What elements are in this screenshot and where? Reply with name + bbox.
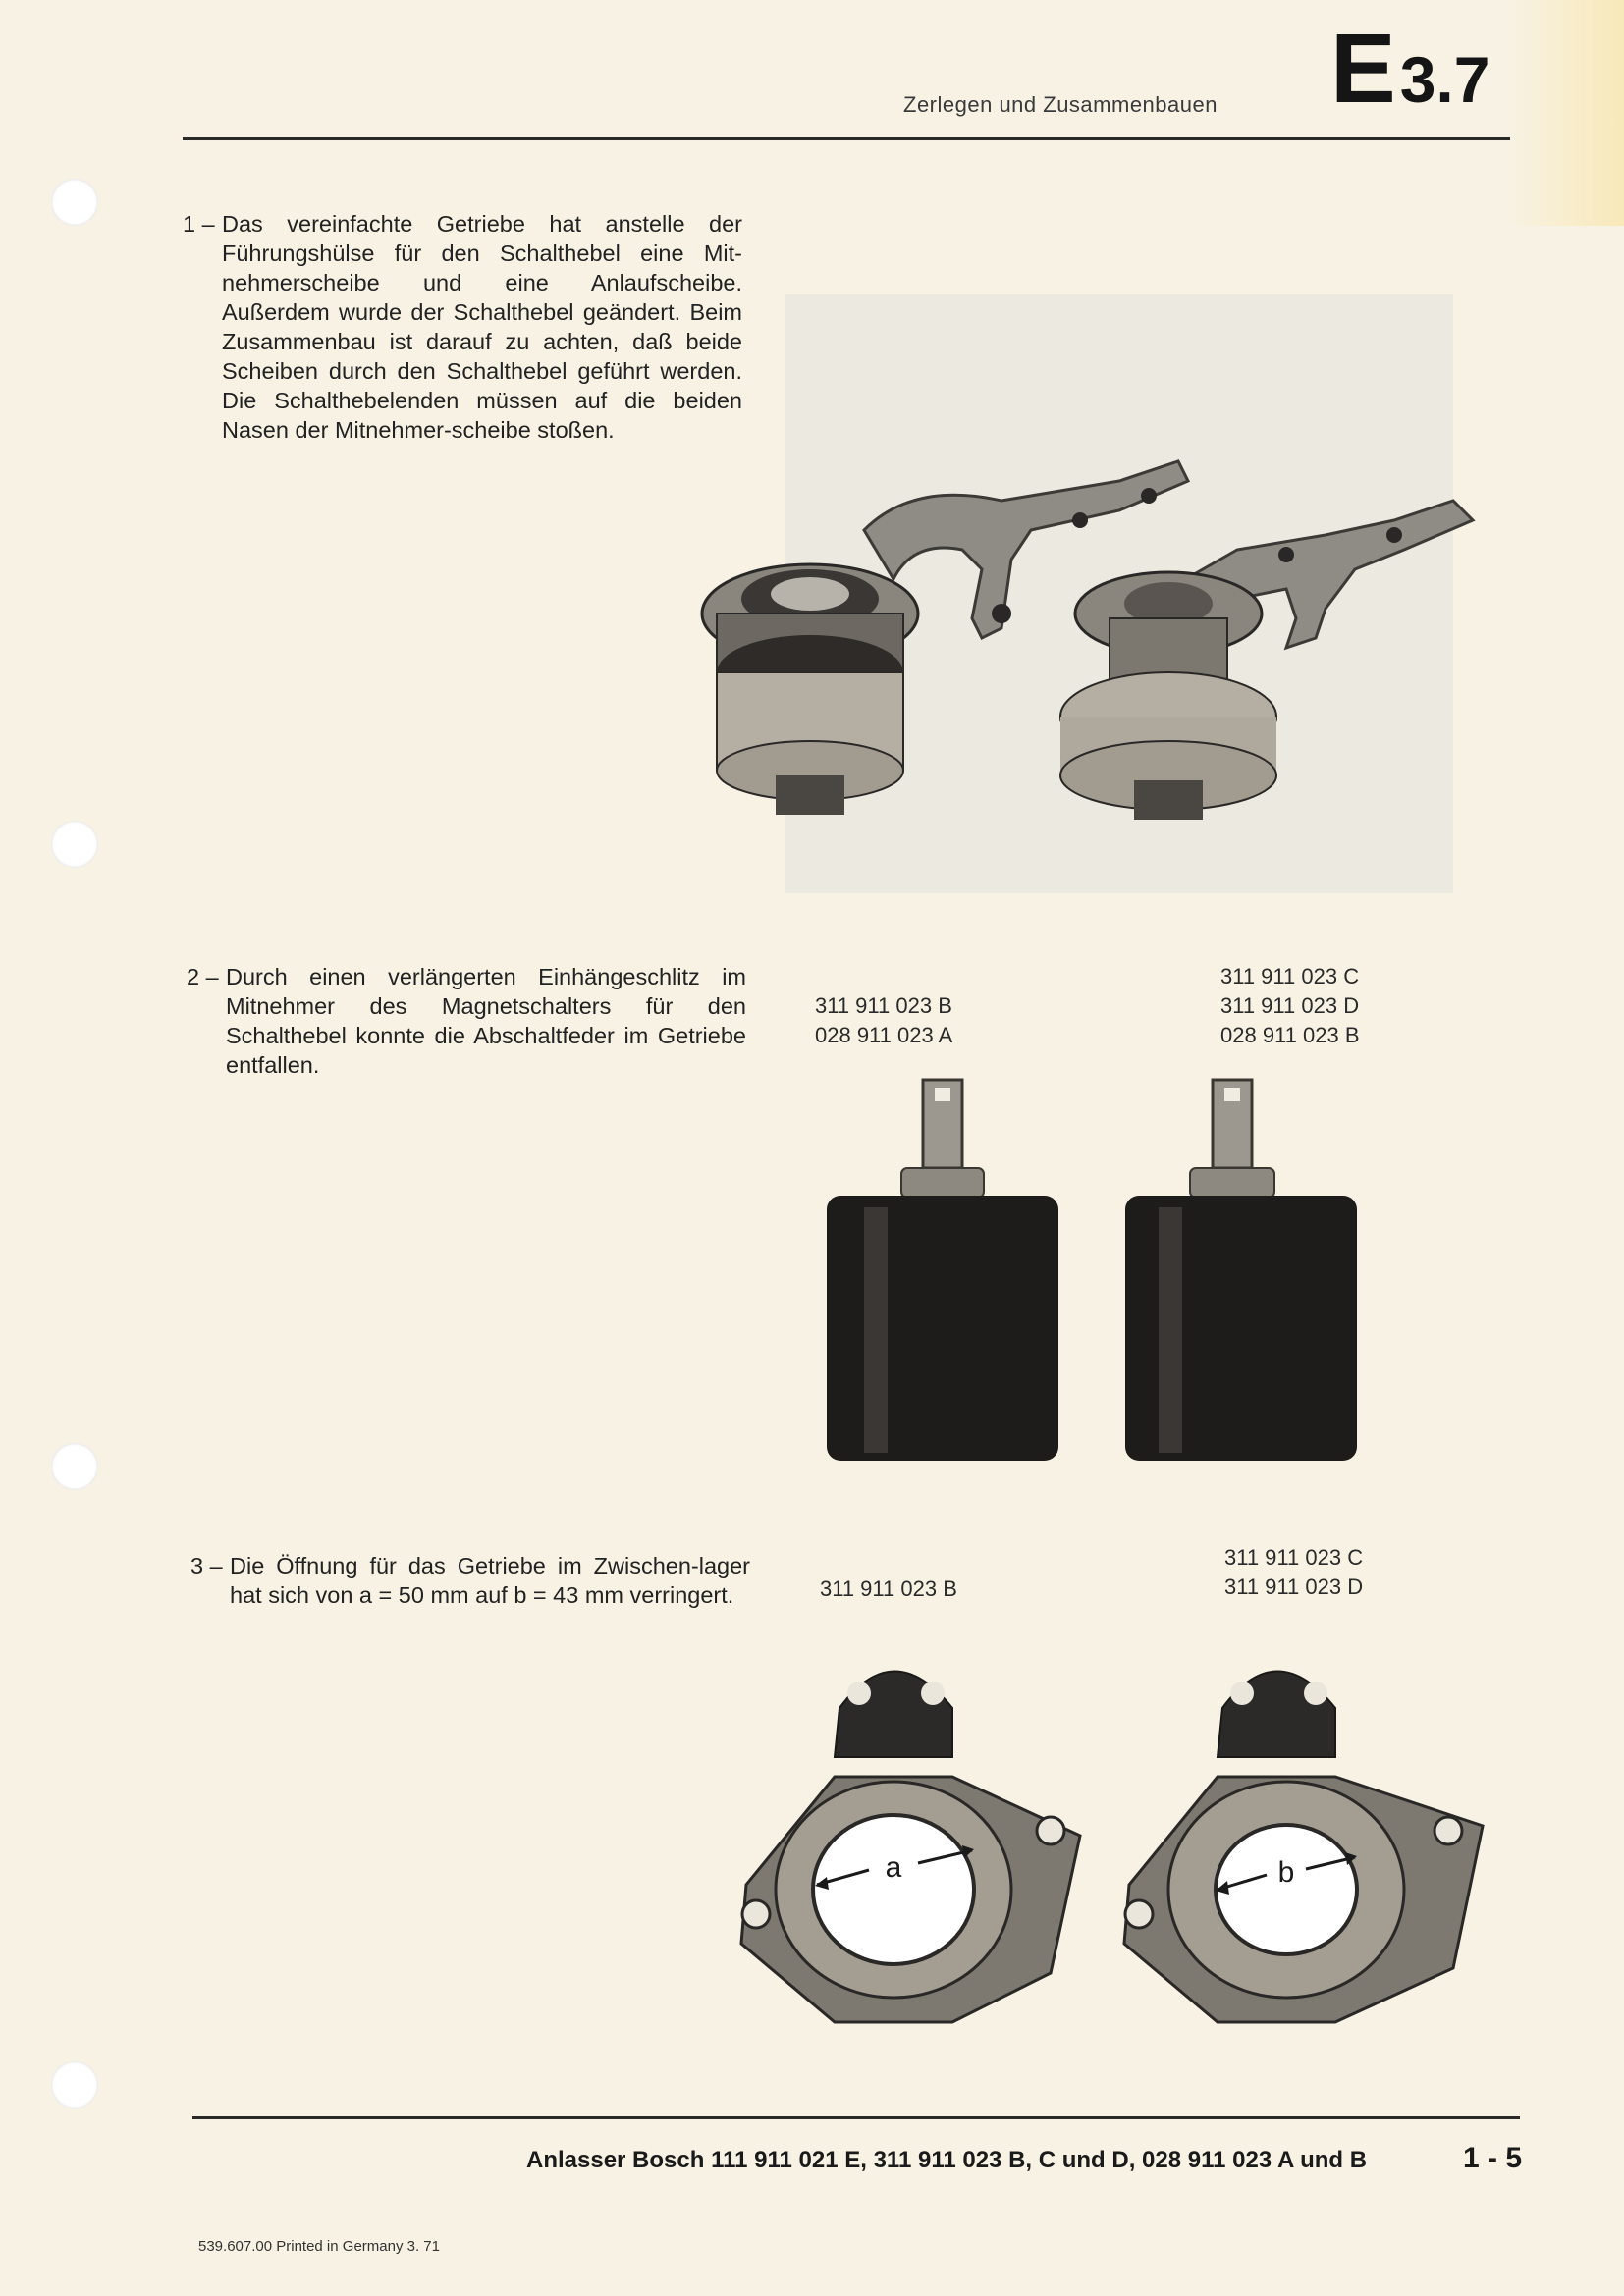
- part-code: 311 911 023 B: [820, 1576, 957, 1601]
- part-code: 311 911 023 B: [815, 993, 952, 1018]
- part-code: 028 911 023 A: [815, 1023, 953, 1047]
- part-code: 311 911 023 D: [1224, 1575, 1364, 1599]
- item-number: 3 –: [190, 1553, 223, 1578]
- section-letter: E: [1330, 14, 1396, 124]
- punch-hole: [51, 2061, 98, 2109]
- dimension-label-a: a: [885, 1851, 902, 1884]
- page-discoloration: [1506, 0, 1624, 226]
- part-codes-left: [820, 1575, 957, 1604]
- footer-rule: [192, 2116, 1520, 2119]
- punch-hole: [51, 179, 98, 226]
- drive-pinion-photo: [687, 442, 1492, 903]
- solenoid-switch-photo: [825, 1070, 1394, 1463]
- section-number: 3.7: [1399, 43, 1490, 116]
- part-code: 311 911 023 C: [1220, 964, 1360, 988]
- part-code: 311 911 023 C: [1224, 1545, 1364, 1570]
- item-text: Die Öffnung für das Getriebe im Zwischen-lager hat sich von a = 50 mm auf b = 43 mm verringert.: [230, 1553, 750, 1608]
- section-code: [1330, 14, 1490, 124]
- item-text: Durch einen verlängerten Einhängeschlitz im Mitnehmer des Magnetschalters für den Schalthebel konnte die Abschaltfeder im Getriebe entfallen.: [226, 964, 746, 1078]
- header-rule: [183, 137, 1510, 140]
- part-codes-left: [815, 991, 952, 1050]
- page-header-title: Zerlegen und Zusammenbauen: [903, 92, 1218, 117]
- intermediate-bearing-photo: [727, 1629, 1502, 2052]
- footer-title: Anlasser Bosch 111 911 021 E, 311 911 023 B, C und D, 028 911 023 A und B: [526, 2147, 1368, 2173]
- item-text: Das vereinfachte Getriebe hat anstelle der Führungshülse für den Schalthebel eine Mit-nehmerscheibe und eine Anlaufscheibe. Außerdem wurde der Schalthebel geändert. Beim Zusammenbau ist darauf zu achten, daß beide Scheiben durch den Schalthebel geführt werden. Die Schalthebelenden müssen auf die beiden Nasen der Mitnehmer-scheibe stoßen.: [222, 211, 742, 443]
- part-code: 028 911 023 B: [1220, 1023, 1360, 1047]
- part-codes-right: [1220, 962, 1360, 1050]
- item-number: 2 –: [187, 964, 219, 989]
- item-number: 1 –: [183, 211, 215, 237]
- punch-hole: [51, 1443, 98, 1490]
- punch-hole: [51, 821, 98, 868]
- part-codes-right: [1224, 1543, 1363, 1602]
- part-code: 311 911 023 D: [1220, 993, 1360, 1018]
- page-number: 1 - 5: [1463, 2142, 1523, 2174]
- print-note: 539.607.00 Printed in Germany 3. 71: [198, 2238, 440, 2255]
- dimension-label-b: b: [1277, 1856, 1295, 1889]
